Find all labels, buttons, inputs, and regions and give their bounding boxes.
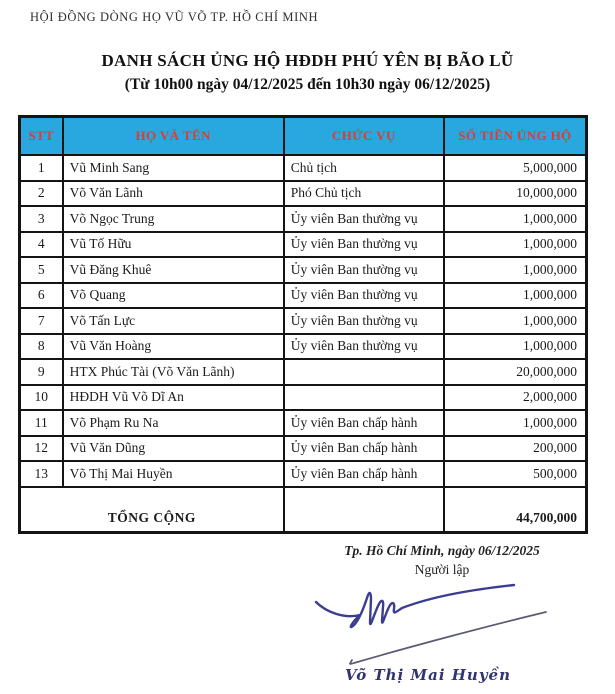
table-row bbox=[20, 283, 587, 309]
table-header-row bbox=[20, 117, 587, 156]
total-amount: 44,700,000 bbox=[444, 487, 587, 533]
total-label: TỔNG CỘNG bbox=[20, 487, 284, 533]
table-footer bbox=[20, 487, 587, 533]
role-cell bbox=[284, 385, 444, 411]
amount-cell: 5,000,000 bbox=[444, 155, 587, 181]
table-row bbox=[20, 155, 587, 181]
total-row bbox=[20, 487, 587, 533]
table-row bbox=[20, 206, 587, 232]
role-cell: Ủy viên Ban chấp hành bbox=[284, 461, 444, 487]
name-cell: Vũ Đăng Khuê bbox=[63, 257, 284, 283]
table-row bbox=[20, 436, 587, 462]
header-cell-stt: STT bbox=[20, 117, 63, 156]
name-cell: Vũ Văn Hoàng bbox=[63, 334, 284, 360]
row-index-cell: 8 bbox=[20, 334, 63, 360]
amount-cell: 200,000 bbox=[444, 436, 587, 462]
row-index-cell: 12 bbox=[20, 436, 63, 462]
header-cell-name: HỌ VÀ TÊN bbox=[63, 117, 284, 156]
signature-area bbox=[297, 580, 587, 666]
row-index-cell: 5 bbox=[20, 257, 63, 283]
amount-cell: 1,000,000 bbox=[444, 232, 587, 258]
name-cell: Vũ Minh Sang bbox=[63, 155, 284, 181]
role-cell: Ủy viên Ban thường vụ bbox=[284, 206, 444, 232]
table-row bbox=[20, 181, 587, 207]
table-row bbox=[20, 359, 587, 385]
name-cell: HĐDH Vũ Võ Dĩ An bbox=[63, 385, 284, 411]
amount-cell: 20,000,000 bbox=[444, 359, 587, 385]
org-header: HỘI ĐỒNG DÒNG HỌ VŨ VÕ TP. HỒ CHÍ MINH bbox=[30, 10, 319, 24]
role-cell: Ủy viên Ban thường vụ bbox=[284, 232, 444, 258]
row-index-cell: 1 bbox=[20, 155, 63, 181]
table-body bbox=[20, 155, 587, 487]
row-index-cell: 6 bbox=[20, 283, 63, 309]
row-index-cell: 7 bbox=[20, 308, 63, 334]
name-cell: Vũ Tố Hữu bbox=[63, 232, 284, 258]
title-block bbox=[0, 49, 615, 96]
place-date-line: Tp. Hồ Chí Minh, ngày 06/12/2025 bbox=[344, 543, 540, 558]
role-cell bbox=[284, 359, 444, 385]
amount-cell: 1,000,000 bbox=[444, 308, 587, 334]
role-cell: Ủy viên Ban chấp hành bbox=[284, 436, 444, 462]
role-cell: Chủ tịch bbox=[284, 155, 444, 181]
name-cell: HTX Phúc Tài (Võ Văn Lãnh) bbox=[63, 359, 284, 385]
handwritten-signature-icon bbox=[302, 580, 582, 666]
amount-cell: 2,000,000 bbox=[444, 385, 587, 411]
table-row bbox=[20, 257, 587, 283]
row-index-cell: 4 bbox=[20, 232, 63, 258]
document-subtitle: (Từ 10h00 ngày 04/12/2025 đến 10h30 ngày 06/12/2025) bbox=[124, 75, 491, 93]
row-index-cell: 13 bbox=[20, 461, 63, 487]
amount-cell: 500,000 bbox=[444, 461, 587, 487]
amount-cell: 1,000,000 bbox=[444, 283, 587, 309]
role-cell: Ủy viên Ban thường vụ bbox=[284, 283, 444, 309]
prepared-by-label: Người lập bbox=[414, 562, 470, 577]
name-cell: Võ Văn Lãnh bbox=[63, 181, 284, 207]
amount-cell: 10,000,000 bbox=[444, 181, 587, 207]
table-row bbox=[20, 410, 587, 436]
name-cell: Võ Quang bbox=[63, 283, 284, 309]
table-row bbox=[20, 334, 587, 360]
name-cell: Võ Thị Mai Huyền bbox=[63, 461, 284, 487]
total-role-empty-cell bbox=[284, 487, 444, 533]
amount-cell: 1,000,000 bbox=[444, 206, 587, 232]
row-index-cell: 10 bbox=[20, 385, 63, 411]
signature-block bbox=[297, 543, 587, 684]
name-cell: Vũ Văn Dũng bbox=[63, 436, 284, 462]
row-index-cell: 3 bbox=[20, 206, 63, 232]
row-index-cell: 11 bbox=[20, 410, 63, 436]
table-row bbox=[20, 461, 587, 487]
table-row bbox=[20, 308, 587, 334]
role-cell: Phó Chủ tịch bbox=[284, 181, 444, 207]
name-cell: Võ Phạm Ru Na bbox=[63, 410, 284, 436]
name-cell: Võ Ngọc Trung bbox=[63, 206, 284, 232]
role-cell: Ủy viên Ban thường vụ bbox=[284, 308, 444, 334]
row-index-cell: 2 bbox=[20, 181, 63, 207]
document-title: DANH SÁCH ỦNG HỘ HĐDH PHÚ YÊN BỊ BÃO LŨ bbox=[101, 51, 514, 70]
signer-name: Võ Thị Mai Huyền bbox=[345, 666, 511, 684]
header-cell-role: CHỨC VỤ bbox=[284, 117, 444, 156]
table-header bbox=[20, 117, 587, 156]
amount-cell: 1,000,000 bbox=[444, 257, 587, 283]
amount-cell: 1,000,000 bbox=[444, 410, 587, 436]
role-cell: Ủy viên Ban chấp hành bbox=[284, 410, 444, 436]
role-cell: Ủy viên Ban thường vụ bbox=[284, 257, 444, 283]
table-row bbox=[20, 232, 587, 258]
row-index-cell: 9 bbox=[20, 359, 63, 385]
donation-table bbox=[18, 115, 588, 534]
role-cell: Ủy viên Ban thường vụ bbox=[284, 334, 444, 360]
table-row bbox=[20, 385, 587, 411]
name-cell: Võ Tấn Lực bbox=[63, 308, 284, 334]
amount-cell: 1,000,000 bbox=[444, 334, 587, 360]
header-cell-amount: SỐ TIỀN ỦNG HỘ bbox=[444, 117, 587, 156]
